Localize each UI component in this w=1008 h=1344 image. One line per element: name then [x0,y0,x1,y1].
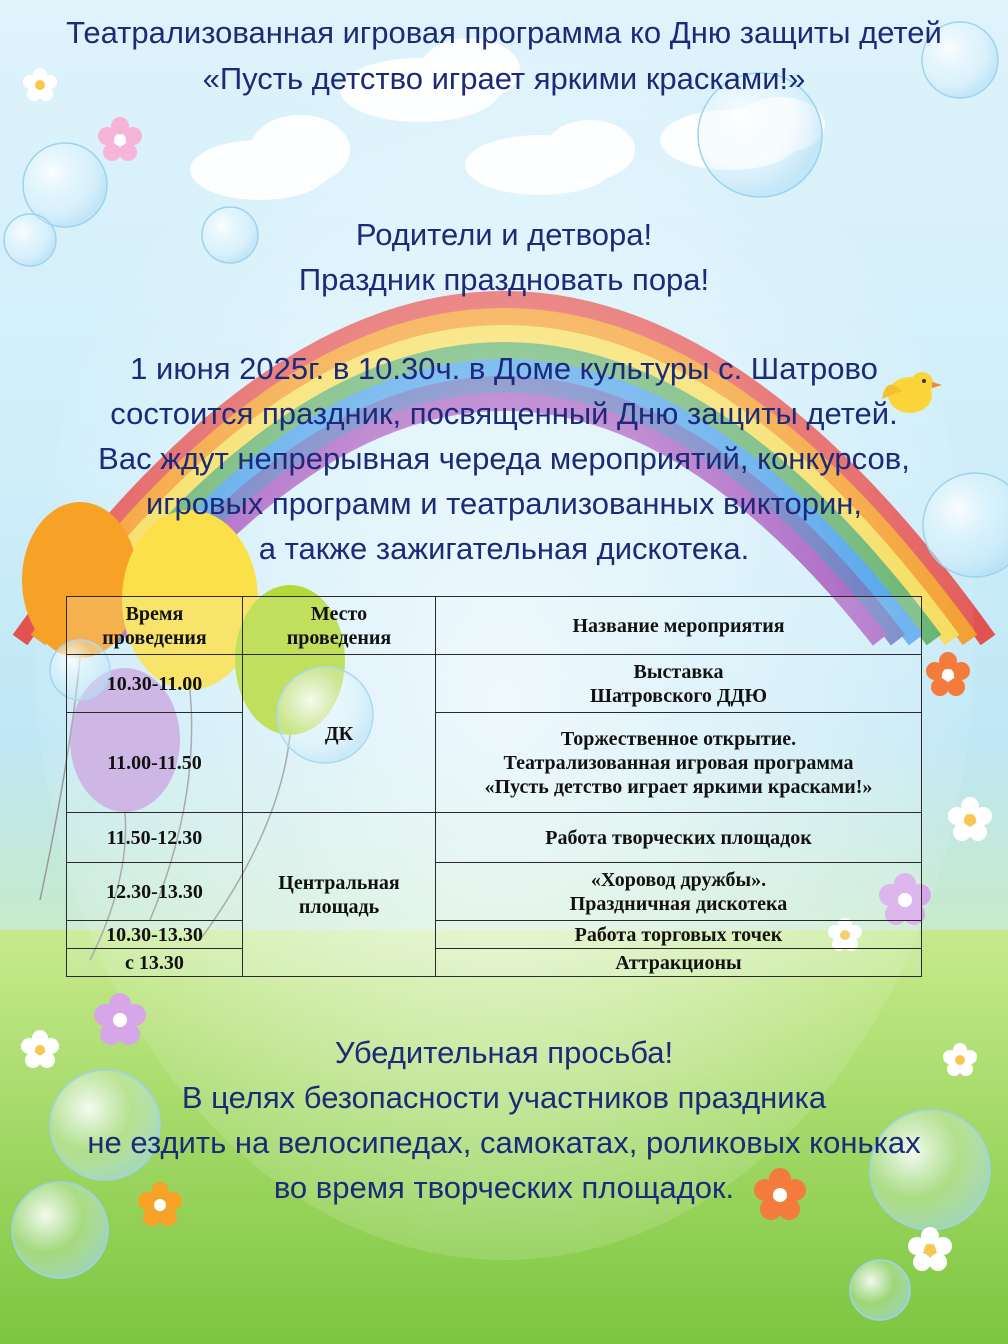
table-row [67,921,922,949]
table-row [67,813,922,863]
greeting-line-2: Праздник праздновать пора! [298,262,710,297]
place-dk: ДК [243,655,436,813]
announcement-line-5: а также зажигательная дискотека. [258,531,750,566]
notice-line-1: Убедительная просьба! [334,1035,674,1070]
place-square-line-2: площадь [298,895,380,918]
header-time-line-2: проведения [102,626,207,649]
table-row [67,655,922,713]
event-line: Торжественное открытие. [560,727,797,750]
row-event-name [436,921,922,949]
title-line-1: Театрализованная игровая программа ко Дню защиты детей [66,15,942,50]
row-event-name [436,949,922,977]
notice-line-3: не ездить на велосипедах, самокатах, роликовых коньках [87,1125,921,1160]
event-line: Аттракционы [615,951,742,974]
header-place-line-2: проведения [286,626,392,649]
header-name: Название мероприятия [436,597,922,655]
page-title [0,10,1008,102]
row-event-name [436,813,922,863]
announcement [0,346,1008,571]
row-time: 10.30-13.30 [67,921,243,949]
row-time: 10.30-11.00 [67,655,243,713]
row-time: 12.30-13.30 [67,863,243,921]
header-place-line-1: Место [310,602,368,625]
row-event-name [436,655,922,713]
row-event-name [436,863,922,921]
table-row [67,713,922,813]
event-line: Работа торговых точек [574,923,783,946]
notice-line-2: В целях безопасности участников праздника [181,1080,827,1115]
event-line: Шатровского ДДЮ [590,684,767,707]
row-time: с 13.30 [67,949,243,977]
schedule-table [66,596,922,977]
title-line-2: «Пусть детство играет яркими красками!» [202,61,806,96]
event-line: Выставка [633,660,724,683]
announcement-line-2: состоится праздник, посвященный Дню защиты детей. [110,396,898,431]
event-line: Праздничная дискотека [569,892,788,915]
announcement-line-4: игровых программ и театрализованных викторин, [145,486,863,521]
notice-line-4: во время творческих площадок. [273,1170,735,1205]
place-square-line-1: Центральная [278,871,400,894]
announcement-line-1: 1 июня 2025г. в 10.30ч. в Доме культуры с. Шатрово [130,351,878,386]
table-row [67,863,922,921]
place-square [243,813,436,977]
row-event-name [436,713,922,813]
announcement-line-3: Вас ждут непрерывная череда мероприятий, конкурсов, [98,441,910,476]
header-time [67,597,243,655]
table-header-row [67,597,922,655]
header-place [243,597,436,655]
greeting-line-1: Родители и детвора! [355,217,653,252]
event-line: Театрализованная игровая программа [503,751,854,774]
row-time: 11.00-11.50 [67,713,243,813]
row-time: 11.50-12.30 [67,813,243,863]
greeting [0,212,1008,302]
header-time-line-1: Время [125,602,184,625]
event-line: Работа творческих площадок [545,826,812,849]
table-row [67,949,922,977]
event-line: «Хоровод дружбы». [590,868,767,891]
safety-notice [0,1030,1008,1210]
event-line: «Пусть детство играет яркими красками!» [484,775,873,798]
